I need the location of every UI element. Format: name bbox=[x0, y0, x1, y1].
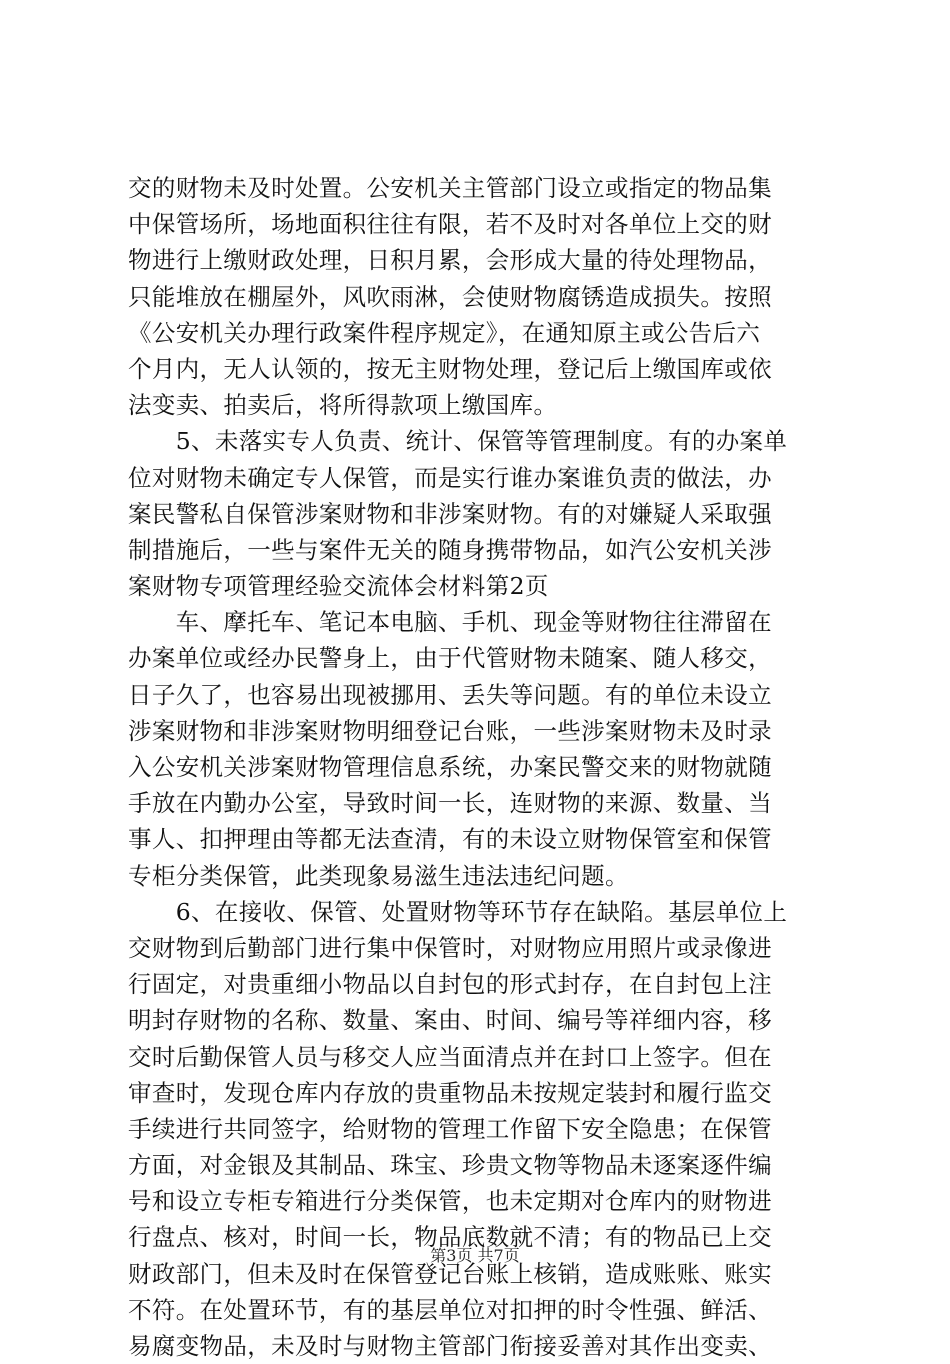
text-line: 个月内，无人认领的，按无主财物处理，登记后上缴国库或依 bbox=[128, 354, 772, 383]
text-line: 位对财物未确定专人保管，而是实行谁办案谁负责的做法，办 bbox=[128, 463, 772, 492]
text-line: 方面，对金银及其制品、珠宝、珍贵文物等物品未逐案逐件编 bbox=[128, 1151, 772, 1180]
text-line: 只能堆放在棚屋外，风吹雨淋，会使财物腐锈造成损失。按照 bbox=[128, 282, 772, 311]
text-line: 法变卖、拍卖后，将所得款项上缴国库。 bbox=[128, 391, 558, 420]
text-line: 审查时，发现仓库内存放的贵重物品未按规定装封和履行监交 bbox=[128, 1078, 772, 1107]
text-line: 物进行上缴财政处理，日积月累，会形成大量的待处理物品， bbox=[128, 246, 772, 275]
text-line: 行盘点、核对，时间一长，物品底数就不清；有的物品已上交 bbox=[128, 1223, 772, 1252]
text-line: 《公安机关办理行政案件程序规定》，在通知原主或公告后六 bbox=[128, 318, 761, 347]
text-line: 中保管场所，场地面积往往有限，若不及时对各单位上交的财 bbox=[128, 210, 772, 239]
text-line: 专柜分类保管，此类现象易滋生违法违纪问题。 bbox=[128, 861, 629, 890]
text-line: 涉案财物和非涉案财物明细登记台账，一些涉案财物未及时录 bbox=[128, 716, 772, 745]
text-line: 手放在内勤办公室，导致时间一长，连财物的来源、数量、当 bbox=[128, 789, 772, 818]
text-line: 财政部门，但未及时在保管登记台账上核销，造成账账、账实 bbox=[128, 1259, 772, 1288]
text-line: 入公安机关涉案财物管理信息系统，办案民警交来的财物就随 bbox=[128, 753, 772, 781]
text-line: 交时后勤保管人员与移交人应当面清点并在封口上签字。但在 bbox=[128, 1042, 772, 1071]
text-line: 手续进行共同签字，给财物的管理工作留下安全隐患；在保管 bbox=[128, 1114, 772, 1143]
text-line: 交的财物未及时处置。公安机关主管部门设立或指定的物品集 bbox=[128, 174, 772, 202]
text-line: 日子久了，也容易出现被挪用、丢失等问题。有的单位未设立 bbox=[128, 680, 772, 709]
text-line: 案财物专项管理经验交流体会材料第2页 bbox=[128, 572, 549, 601]
text-line: 制措施后，一些与案件无关的随身携带物品，如汽公安机关涉 bbox=[128, 535, 772, 564]
page-number-footer: 第3页 共7页 bbox=[430, 1246, 520, 1265]
text-line: 6、在接收、保管、处置财物等环节存在缺陷。基层单位上 bbox=[128, 897, 788, 926]
text-line: 案民警私自保管涉案财物和非涉案财物。有的对嫌疑人采取强 bbox=[128, 499, 772, 528]
text-line: 明封存财物的名称、数量、案由、时间、编号等祥细内容，移 bbox=[128, 1006, 772, 1035]
text-line: 事人、扣押理由等都无法查清，有的未设立财物保管室和保管 bbox=[128, 825, 772, 854]
text-line: 车、摩托车、笔记本电脑、手机、现金等财物往往滞留在 bbox=[128, 608, 772, 637]
document-body bbox=[128, 170, 818, 1364]
text-line: 行固定，对贵重细小物品以自封包的形式封存，在自封包上注 bbox=[128, 970, 772, 999]
text-line: 5、未落实专人负责、统计、保管等管理制度。有的办案单 bbox=[128, 427, 788, 456]
text-line: 交财物到后勤部门进行集中保管时，对财物应用照片或录像进 bbox=[128, 933, 772, 962]
text-line: 办案单位或经办民警身上，由于代管财物未随案、随人移交， bbox=[128, 644, 772, 673]
text-line: 易腐变物品，未及时与财物主管部门衔接妥善对其作出变卖、 bbox=[128, 1332, 772, 1360]
text-line: 不符。在处置环节，有的基层单位对扣押的时令性强、鲜活、 bbox=[128, 1295, 772, 1324]
text-line: 号和设立专柜专箱进行分类保管，也未定期对仓库内的财物进 bbox=[128, 1187, 772, 1216]
